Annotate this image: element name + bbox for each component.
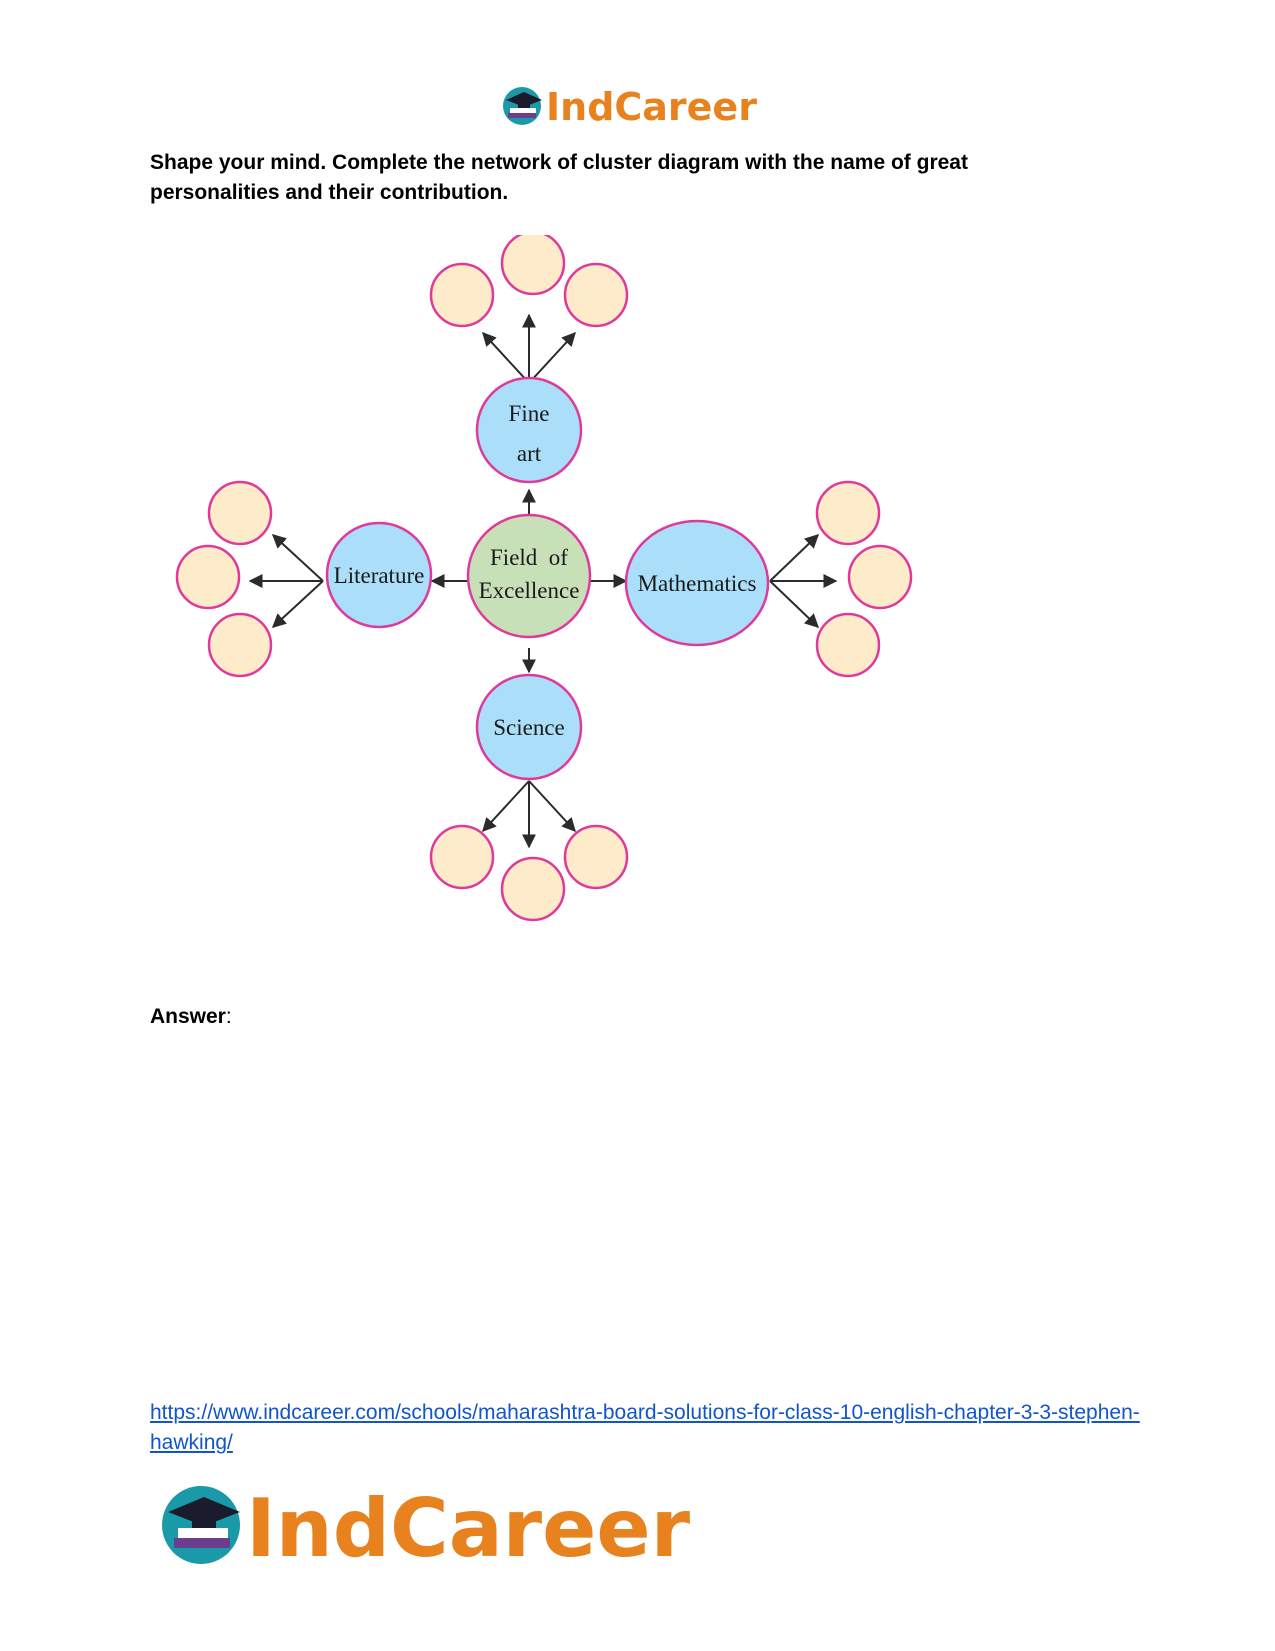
answer-label-suffix: : — [225, 1005, 232, 1028]
node-mathematics — [626, 521, 768, 645]
arrow-science-left — [483, 781, 529, 831]
arrow-science-right — [529, 781, 575, 831]
leaf-circle-mathematics-bottom — [817, 614, 879, 676]
node-mathematics-label: Mathematics — [637, 571, 757, 596]
node-center-label-1: Field of — [490, 545, 568, 570]
leaf-circle-fine-art-middle — [502, 235, 564, 294]
node-center-field-of-excellence — [468, 515, 590, 637]
leaf-circle-mathematics-top — [817, 482, 879, 544]
node-science-label: Science — [493, 715, 565, 740]
answer-label-text: Answer — [150, 1005, 226, 1028]
arrow-literature-top — [273, 535, 323, 581]
indcareer-logo-bottom — [158, 1470, 718, 1580]
cluster-diagram — [150, 235, 950, 975]
source-link[interactable]: https://www.indcareer.com/schools/maharashtra-board-solutions-for-class-10-english-chapter-3-3-stephen-hawking/ — [150, 1401, 1140, 1454]
graduation-cap-books-icon — [162, 1486, 240, 1564]
logo-wordmark: IndCareer — [546, 85, 757, 129]
leaf-circle-literature-top — [209, 482, 271, 544]
node-literature — [327, 523, 431, 627]
leaf-circle-fine-art-left — [431, 264, 493, 326]
leaf-circle-mathematics-middle — [849, 546, 911, 608]
node-fine-art-label-1: Fine — [508, 401, 550, 426]
indcareer-logo-top — [500, 78, 780, 134]
node-center-label-2: Excellence — [478, 578, 580, 603]
leaf-circle-literature-bottom — [209, 614, 271, 676]
question-text: Shape your mind. Complete the network of cluster diagram with the name of great personalities and their contribution. — [150, 151, 968, 204]
answer-label — [150, 1005, 232, 1029]
arrow-mathematics-bottom — [770, 581, 818, 627]
arrow-fine-art-right — [529, 333, 575, 383]
arrow-fine-art-left — [483, 333, 529, 383]
node-fine-art-label-2: art — [516, 441, 542, 466]
leaf-circle-fine-art-right — [565, 264, 627, 326]
logo-wordmark: IndCareer — [246, 1482, 691, 1575]
leaf-circle-science-right — [565, 826, 627, 888]
leaf-circle-science-left — [431, 826, 493, 888]
node-science — [477, 675, 581, 779]
arrow-mathematics-top — [770, 535, 818, 581]
graduation-cap-books-icon — [503, 87, 542, 125]
node-fine-art — [477, 378, 581, 482]
leaf-circle-science-middle — [502, 858, 564, 920]
node-literature-label: Literature — [333, 563, 425, 588]
leaf-circle-literature-middle — [177, 546, 239, 608]
arrow-literature-bottom — [273, 581, 323, 627]
